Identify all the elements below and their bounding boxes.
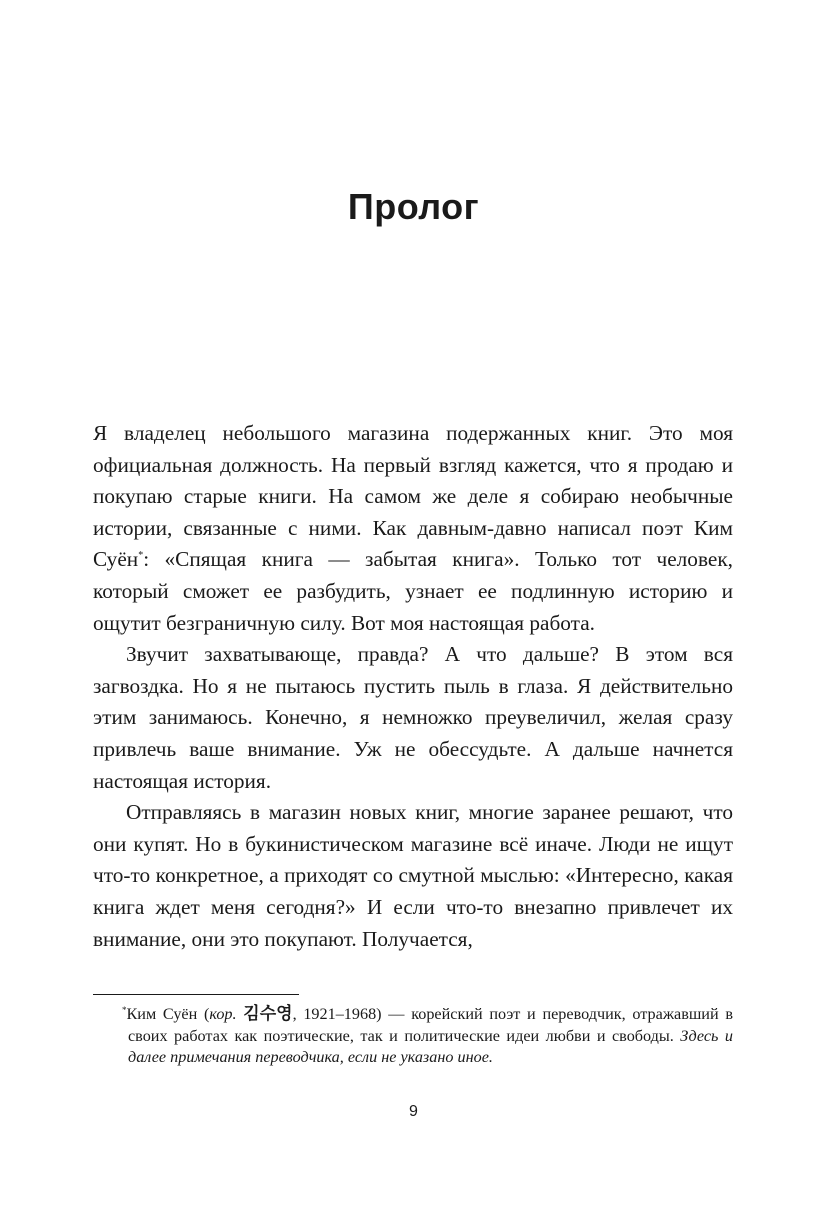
body-text	[93, 418, 733, 955]
page-number: 9	[409, 1103, 418, 1120]
footnote-editor-note: Здесь и далее примечания переводчика, если не указано иное.	[128, 1026, 733, 1067]
footnote	[122, 1004, 733, 1069]
footnote-korean-name: 김수영	[243, 1004, 293, 1024]
footnote-language-abbr: кор.	[209, 1005, 237, 1023]
paragraph-2: Звучит захватывающе, правда? А что дальше? В этом вся загвоздка. Но я не пытаюсь пустить пыль в глаза. Я действительно этим занимаюсь. Конечно, я немножко преувеличил, желая сразу привлечь ваше внимание. Уж не обессудьте. А дальше начнется настоящая история.	[93, 642, 733, 793]
paragraph-3: Отправляясь в магазин новых книг, многие заранее решают, что они купят. Но в букинистическом магазине всё иначе. Люди не ищут что-то конкретное, а приходят со смутной мыслью: «Интересно, какая книга ждет меня сегодня?» И если что-то внезапно привлечет их внимание, они это покупают. Получается,	[93, 800, 733, 951]
paragraph-1-text-b: : «Спящая книга — забытая книга». Только тот человек, который сможет ее разбудить, узнает ее подлинную историю и ощутит безграничную силу. Вот моя настоящая работа.	[93, 547, 733, 635]
footnote-divider	[93, 994, 299, 995]
chapter-title: Пролог	[347, 186, 480, 227]
paragraph-1-text-a: Я владелец небольшого магазина подержанных книг. Это моя официальная должность. На первый взгляд кажется, что я продаю и покупаю старые книги. На самом же деле я собираю необычные истории, связанные с ними. Как давным-давно написал поэт Ким Суён	[93, 421, 733, 572]
footnote-text-start: Ким Суён (	[126, 1005, 210, 1023]
footnote-text-end: , 1921–1968) — корейский поэт и переводчик, отражавший в своих работах как поэтические, так и политические идеи любви и свободы.	[128, 1005, 733, 1045]
footnote-marker: *	[122, 1004, 127, 1015]
paragraph-1	[93, 418, 733, 639]
footnote-reference-mark: *	[138, 550, 144, 562]
